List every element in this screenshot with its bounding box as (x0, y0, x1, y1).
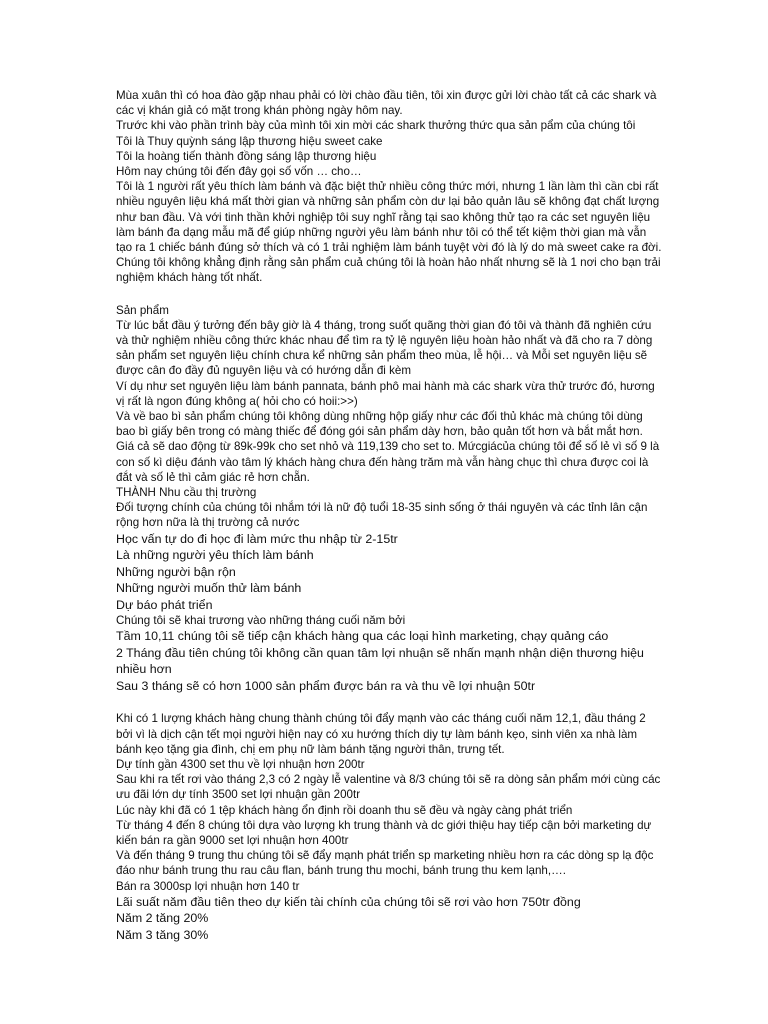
document-paragraph: Khi có 1 lượng khách hàng chung thành chúng tôi đẩy mạnh vào các tháng cuối năm 12,1, đầu tháng 2 bởi vì là dịch cận tết mọi người hiện nay có xu hướng thích diy tự làm bánh kẹo, sinh viên xa nhà làm bánh kẹo tặng gia đình, chị em phụ nữ làm bánh tặng người thân, trưng tết. (116, 712, 646, 756)
document-paragraph: Tôi là 1 người rất yêu thích làm bánh và đặc biệt thử nhiều công thức mới, nhưng 1 lần làm thì cần cbi rất nhiều nguyên liệu khá mất thời gian và những sản phẩm còn dư lại bảo quản lâu sẽ không đạt chất lượng như ban đầu. Và với tinh thần khởi nghiệp tôi suy nghĩ rằng tại sao không thử tạo ra các set nguyên liệu làm bánh đa dạng mẫu mã để giúp những người yêu làm bánh như tôi có thể tết kiệm thời gian mà vẫn tạo ra 1 chiếc bánh đúng sở thích và có 1 trải nghiệm làm bánh tuyệt vời đó là lý do mà sweet cake ra đời. Chúng tôi không khẳng định rằng sản phẩm cuả chúng tôi là hoàn hảo nhất nhưng sẽ là 1 nơi cho bạn trải nghiệm khách hàng tốt nhất. (116, 180, 662, 285)
document-paragraph: Dự tính gần 4300 set thu về lợi nhuận hơn 200tr (116, 758, 365, 771)
document-paragraph: Lãi suất năm đầu tiên theo dự kiến tài chính của chúng tôi sẽ rơi vào hơn 750tr đồng (116, 894, 581, 909)
document-paragraph: Sau 3 tháng sẽ có hơn 1000 sản phẩm được bán ra và thu về lợi nhuận 50tr (116, 678, 536, 693)
document-paragraph: Từ lúc bắt đầu ý tưởng đến bây giờ là 4 tháng, trong suốt quãng thời gian đó tôi và thành đã nghiên cứu và thử nghiệm nhiều công thức khác nhau để tìm ra tỷ lệ nguyên liệu hoàn hảo nhất và đã cho ra 7 dòng sản phẩm set nguyên liệu chính chưa kể những sản phẩm theo mùa, lễ hội… và Mỗi set nguyên liệu sẽ được cân đo đầy đủ nguyên liệu và có hướng dẫn đi kèm (116, 318, 653, 378)
document-paragraph: Năm 3 tăng 30% (116, 927, 209, 942)
document-paragraph: Sau khi ra tết rơi vào tháng 2,3 có 2 ngày lễ valentine và 8/3 chúng tôi sẽ ra dòng sản phẩm mới cùng các ưu đãi lớn dự tính 3500 set lợi nhuận gần 200tr (116, 773, 661, 802)
document-paragraph: Bán ra 3000sp lợi nhuận hơn 140 tr (116, 879, 300, 893)
document-paragraph: Từ tháng 4 đến 8 chúng tôi dựa vào lượng kh trung thành và dc giới thiệu hay tiếp cận bởi marketing dự kiến bán ra gần 9000 set lợi nhuận hơn 400tr (116, 818, 652, 848)
document-paragraph: Chúng tôi sẽ khai trương vào những tháng cuối năm bởi (116, 614, 406, 628)
blank-line (116, 694, 662, 711)
document-paragraph: Mùa xuân thì có hoa đào gặp nhau phải có lời chào đầu tiên, tôi xin được gửi lời chào tất cả các shark và các vị khán giả có mặt trong khán phòng ngày hôm nay. (116, 89, 657, 118)
document-paragraph: Học vấn tự do đi học đi làm mức thu nhập từ 2-15tr (116, 531, 398, 546)
document-paragraph: Hôm nay chúng tôi đến đây gọi số vốn … cho… (116, 165, 362, 179)
document-paragraph: THÀNH Nhu cầu thị trường (116, 486, 257, 500)
document-paragraph: 2 Tháng đầu tiên chúng tôi không cần quan tâm lợi nhuận sẽ nhấn mạnh nhận diện thương hiệu nhiều hơn (116, 645, 644, 677)
document-paragraph: Trước khi vào phần trình bày của mình tôi xin mời các shark thưởng thức qua sản pẩm của chúng tôi (116, 119, 636, 133)
document-paragraph: Những người bận rộn (116, 564, 236, 579)
document-paragraph: Năm 2 tăng 20% (116, 911, 209, 926)
document-paragraph: Dự báo phát triển (116, 597, 213, 612)
document-body (116, 88, 662, 943)
document-paragraph: Những người muốn thử làm bánh (116, 581, 302, 596)
document-paragraph: Đối tượng chính của chúng tôi nhắm tới là nữ độ tuổi 18-35 sinh sống ở thái nguyên và các tỉnh lân cận rộng hơn nữa là thị trường cả nước (116, 501, 648, 530)
document-paragraph: Tầm 10,11 chúng tôi sẽ tiếp cận khách hàng qua các loại hình marketing, chạy quảng cáo (116, 629, 609, 644)
document-paragraph: Ví dụ như set nguyên liệu làm bánh pannata, bánh phô mai hành mà các shark vừa thử trước đó, hương vị rất là ngon đúng không a( hỏi cho có hoii:>>) (116, 379, 655, 408)
document-paragraph: Là những người yêu thích làm bánh (116, 548, 314, 563)
blank-line (116, 286, 662, 303)
document-paragraph: Lúc này khi đã có 1 tệp khách hàng ổn định rồi doanh thu sẽ đều và ngày càng phát triển (116, 803, 573, 817)
document-paragraph: Tôi la hoàng tiến thành đồng sáng lập thương hiệu (116, 149, 377, 163)
document-paragraph: Và đến tháng 9 trung thu chúng tôi sẽ đẩy mạnh phát triển sp marketing nhiều hơn ra các dòng sp lạ độc đáo như bánh trung thu rau câu flan, bánh trung thu mochi, bánh trung thu kem lạnh,…. (116, 849, 654, 878)
document-paragraph: Sản phẩm (116, 303, 169, 317)
document-paragraph: Tôi là Thuy quỳnh sáng lập thương hiệu sweet cake (116, 134, 383, 148)
document-paragraph: Và về bao bì sản phẩm chúng tôi không dùng những hộp giấy như các đối thủ khác mà chúng tôi dùng bao bì giấy bên trong có màng thiếc để đóng gói sản phẩm dày hơn, bảo quản tốt hơn và bắt mắt hơn. Giá cả sẽ dao động từ 89k-99k cho set nhỏ và 119,139 cho set to. Mứcgiácủa chúng tôi để số lẻ vì số 9 là con số kì diệu đánh vào tâm lý khách hàng chưa đến hàng trăm mà vẫn hàng chục thì chưa được coi là đắt và số lẻ thì cảm giác rẻ hơn chẵn. (116, 410, 660, 484)
